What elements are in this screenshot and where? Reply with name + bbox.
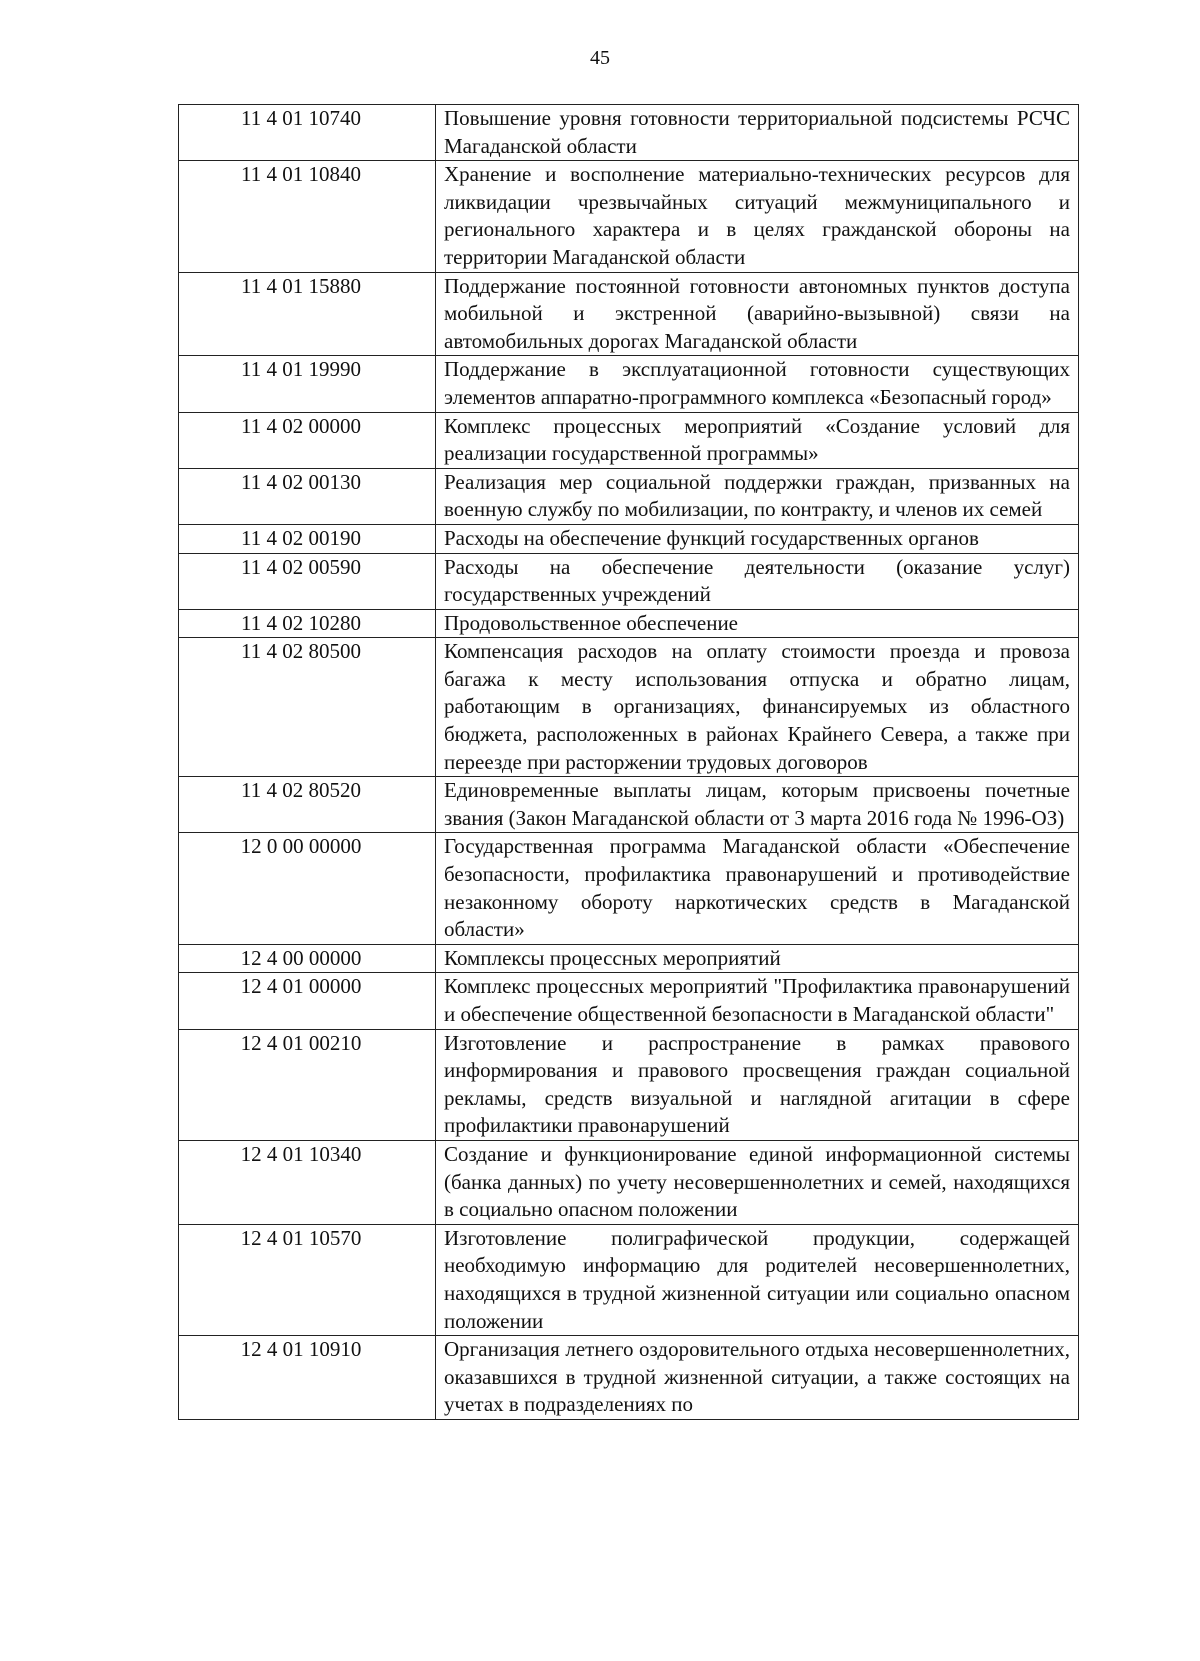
description-cell: Единовременные выплаты лицам, которым присвоены почетные звания (Закон Магаданской области от 3 марта 2016 года № 1996-ОЗ) [436,777,1079,833]
code-cell: 12 4 00 00000 [179,944,436,973]
table-row [179,1336,1079,1420]
table-row [179,1029,1079,1140]
page-number: 45 [590,47,610,69]
description-cell: Государственная программа Магаданской области «Обеспечение безопасности, профилактика правонарушений и противодействие незаконному обороту наркотических средств в Магаданской области» [436,833,1079,944]
code-cell: 11 4 02 00590 [179,553,436,609]
description-cell: Комплекс процессных мероприятий «Создание условий для реализации государственной программы» [436,412,1079,468]
description-cell: Создание и функционирование единой информационной системы (банка данных) по учету несовершеннолетних и семей, находящихся в социально опасном положении [436,1140,1079,1224]
code-cell: 11 4 02 00130 [179,468,436,524]
description-cell: Организация летнего оздоровительного отдыха несовершеннолетних, оказавшихся в трудной жизненной ситуации, а также состоящих на учетах в подразделениях по [436,1336,1079,1420]
table-row [179,1224,1079,1335]
code-cell: 11 4 01 19990 [179,356,436,412]
description-cell: Комплекс процессных мероприятий "Профилактика правонарушений и обеспечение общественной безопасности в Магаданской области" [436,973,1079,1029]
description-cell: Расходы на обеспечение функций государственных органов [436,524,1079,553]
table-row [179,973,1079,1029]
table-row [179,638,1079,777]
table-row [179,609,1079,638]
table-row [179,105,1079,161]
code-cell: 12 4 01 10570 [179,1224,436,1335]
code-cell: 12 4 01 10340 [179,1140,436,1224]
code-cell: 11 4 02 10280 [179,609,436,638]
table-row [179,553,1079,609]
code-cell: 12 4 01 10910 [179,1336,436,1420]
description-cell: Реализация мер социальной поддержки граждан, призванных на военную службу по мобилизации, по контракту, и членов их семей [436,468,1079,524]
table-row [179,524,1079,553]
description-cell: Повышение уровня готовности территориальной подсистемы РСЧС Магаданской области [436,105,1079,161]
code-cell: 11 4 02 80520 [179,777,436,833]
description-cell: Расходы на обеспечение деятельности (оказание услуг) государственных учреждений [436,553,1079,609]
table-row [179,944,1079,973]
description-cell: Продовольственное обеспечение [436,609,1079,638]
code-cell: 11 4 01 10840 [179,161,436,272]
table-row [179,1140,1079,1224]
table-row [179,777,1079,833]
code-cell: 11 4 01 10740 [179,105,436,161]
code-cell: 11 4 02 80500 [179,638,436,777]
table-row [179,161,1079,272]
description-cell: Хранение и восполнение материально-технических ресурсов для ликвидации чрезвычайных ситуаций межмуниципального и регионального характера и в целях гражданской обороны на территории Магаданской области [436,161,1079,272]
table-body [179,105,1079,1420]
budget-code-table [178,104,1079,1420]
description-cell: Изготовление и распространение в рамках правового информирования и правового просвещения граждан социальной рекламы, средств визуальной и наглядной агитации в сфере профилактики правонарушений [436,1029,1079,1140]
code-cell: 12 4 01 00210 [179,1029,436,1140]
table-row [179,412,1079,468]
description-cell: Изготовление полиграфической продукции, содержащей необходимую информацию для родителей несовершеннолетних, находящихся в трудной жизненной ситуации или социально опасном положении [436,1224,1079,1335]
code-cell: 11 4 02 00000 [179,412,436,468]
table-row [179,833,1079,944]
table-row [179,356,1079,412]
description-cell: Поддержание в эксплуатационной готовности существующих элементов аппаратно-программного комплекса «Безопасный город» [436,356,1079,412]
code-cell: 11 4 01 15880 [179,272,436,356]
code-cell: 11 4 02 00190 [179,524,436,553]
description-cell: Комплексы процессных мероприятий [436,944,1079,973]
table-row [179,272,1079,356]
table-row [179,468,1079,524]
code-cell: 12 4 01 00000 [179,973,436,1029]
description-cell: Поддержание постоянной готовности автономных пунктов доступа мобильной и экстренной (аварийно-вызывной) связи на автомобильных дорогах Магаданской области [436,272,1079,356]
description-cell: Компенсация расходов на оплату стоимости проезда и провоза багажа к месту использования отпуска и обратно лицам, работающим в организациях, финансируемых из областного бюджета, расположенных в районах Крайнего Севера, а также при переезде при расторжении трудовых договоров [436,638,1079,777]
code-cell: 12 0 00 00000 [179,833,436,944]
